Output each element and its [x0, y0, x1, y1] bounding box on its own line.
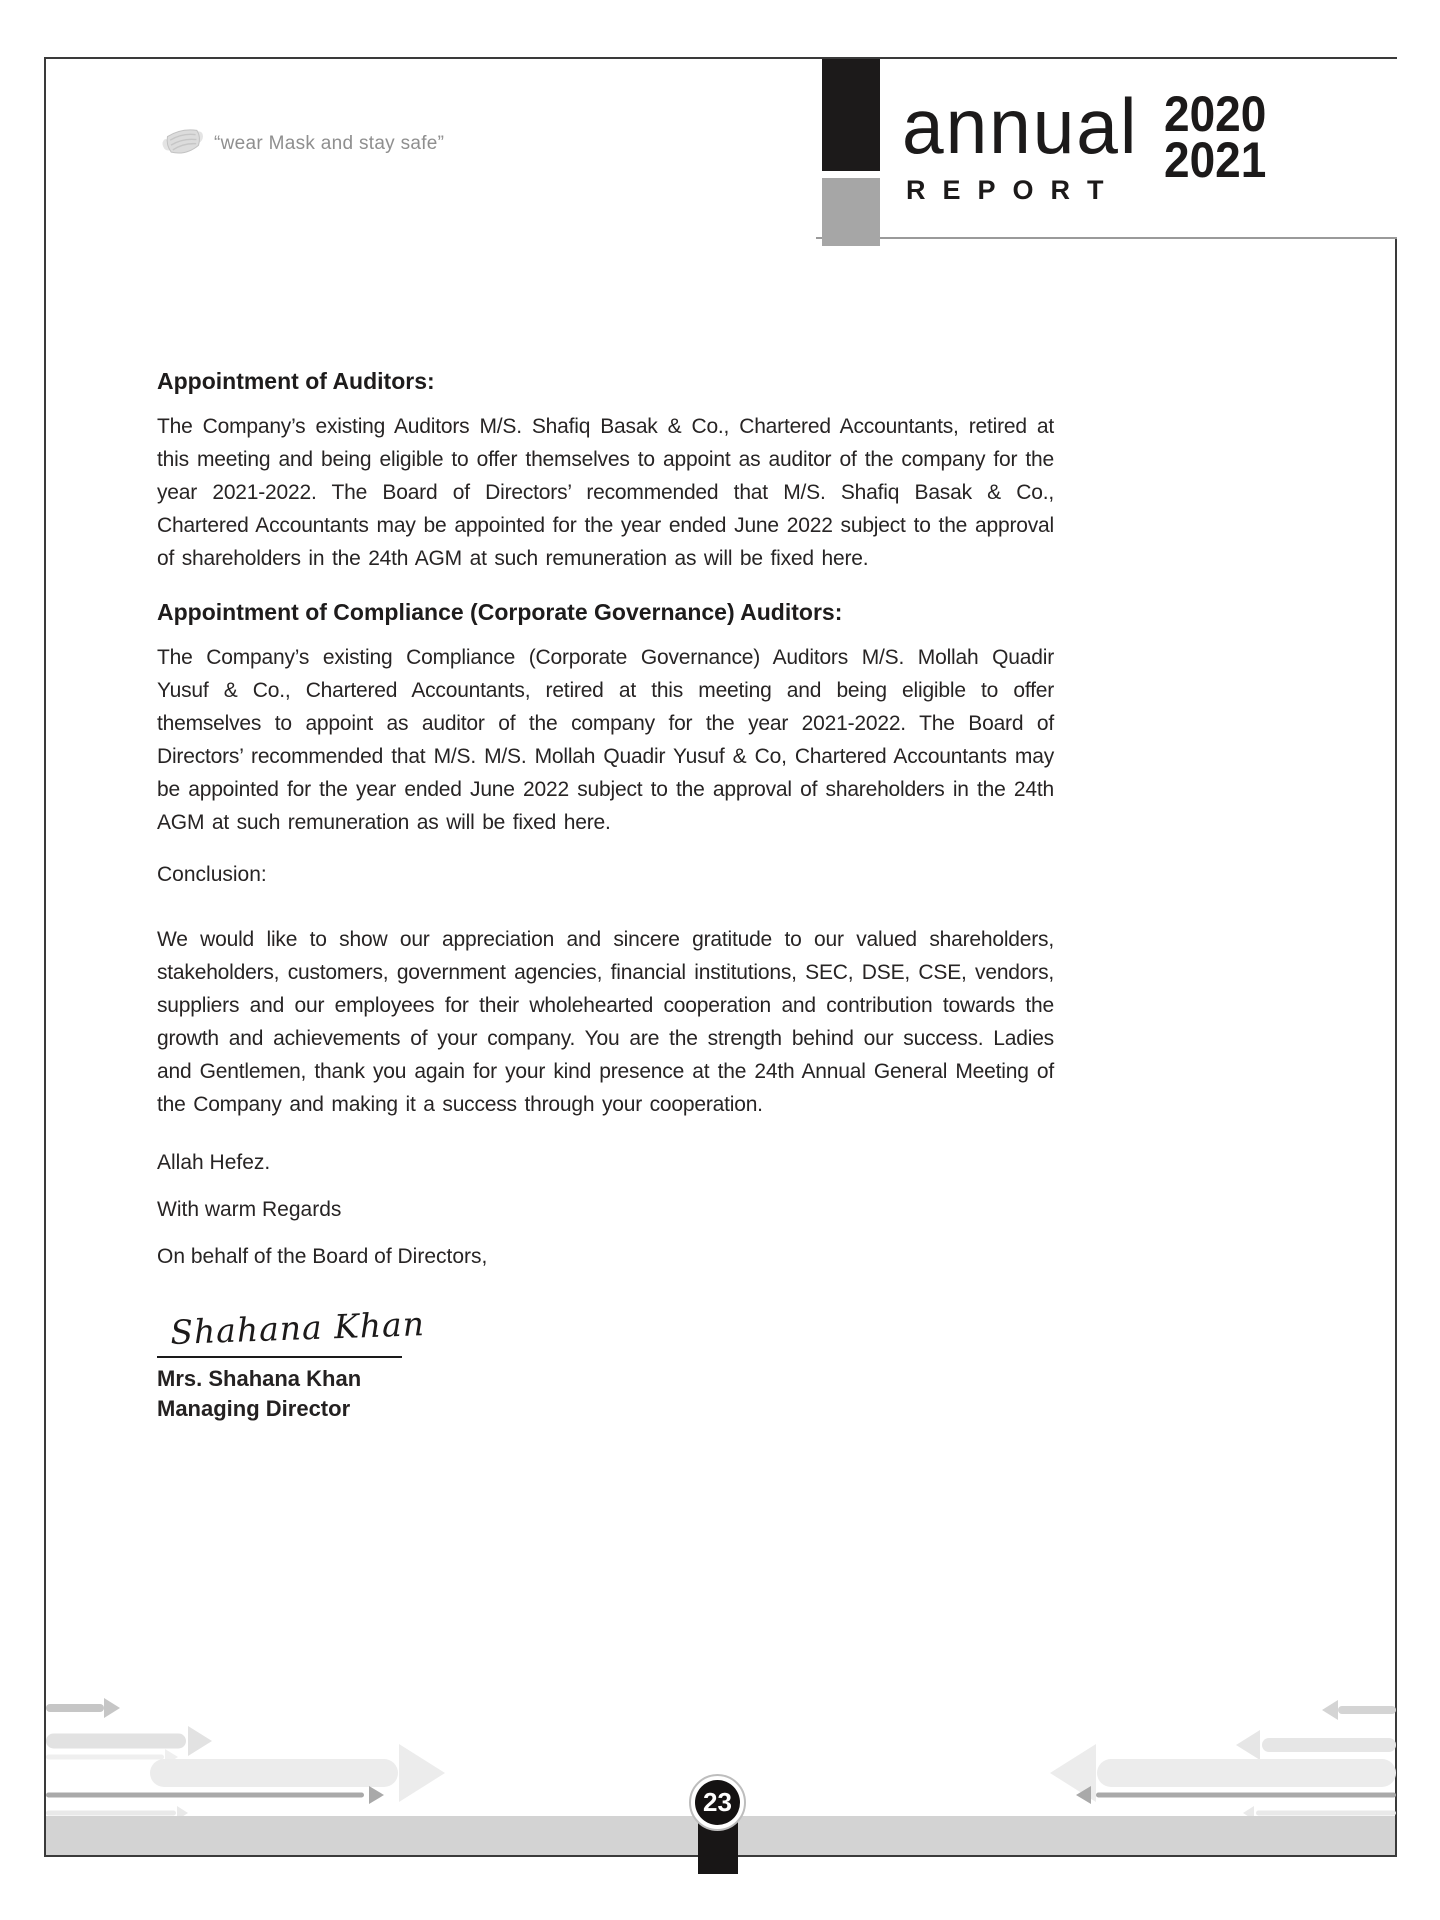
- signature-block: [157, 1304, 1054, 1422]
- logo-word-annual: annual: [902, 82, 1139, 170]
- closing-line-allah-hefez: Allah Hefez.: [157, 1151, 271, 1174]
- face-mask-icon: [157, 120, 209, 167]
- arrow-left-dark-line-icon: [1076, 1786, 1396, 1804]
- signature-rule: [157, 1356, 402, 1358]
- arrow-right-dark-line-icon: [46, 1786, 384, 1804]
- closing-line-on-behalf: On behalf of the Board of Directors,: [157, 1245, 488, 1268]
- logo-years: [1164, 86, 1267, 188]
- logo-black-block: [822, 59, 880, 171]
- mask-note: [160, 124, 444, 164]
- conclusion-paragraph: We would like to show our appreciation and sincere gratitude to our valued shareholders, stakeholders, customers, government agencies, financial institutions, SEC, DSE, CSE, vendors, suppliers and our employees for their wholehearted cooperation and contribution towards the growth and achievements of your company. You are the strength behind our success. Ladies and Gentlemen, thank you again for your kind presence at the 24th Annual General Meeting of the Company and making it a success through your cooperation.: [157, 928, 1054, 1116]
- section-paragraph-compliance-auditors: The Company’s existing Compliance (Corporate Governance) Auditors M/S. Mollah Quadir Yusuf & Co., Chartered Accountants, retired at this meeting and being eligible to offer themselves to appoint as auditor of the company for the year 2021-2022. The Board of Directors’ recommended that M/S. M/S. Mollah Quadir Yusuf & Co, Chartered Accountants may be appointed for the year ended June 2022 subject to the approval of shareholders in the 24th AGM at such remuneration as will be fixed here.: [157, 646, 1054, 834]
- section-paragraph-auditors: The Company’s existing Auditors M/S. Shafiq Basak & Co., Chartered Accountants, retired at this meeting and being eligible to offer themselves to appoint as auditor of the company for the year 2021-2022. The Board of Directors’ recommended that M/S. Shafiq Basak & Co., Chartered Accountants may be appointed for the year ended June 2022 subject to the approval of shareholders in the 24th AGM at such remuneration as will be fixed here.: [157, 415, 1054, 570]
- mask-note-text: “wear Mask and stay safe”: [214, 133, 445, 154]
- logo-year-bottom: 2021: [1164, 132, 1267, 188]
- signatory-name: Mrs. Shahana Khan: [157, 1366, 362, 1391]
- signatory-title: Managing Director: [157, 1396, 351, 1421]
- signature-script: Shahana Khan: [169, 1304, 426, 1352]
- document-body: [157, 368, 1054, 1422]
- logo-year-top: 2020: [1164, 86, 1267, 142]
- arrow-right-small-icon: [46, 1698, 120, 1718]
- arrow-left-small-icon: [1322, 1700, 1396, 1720]
- closing-line-warm-regards: With warm Regards: [157, 1198, 342, 1221]
- page-number-badge: [689, 1774, 746, 1831]
- logo-word-report: REPORT: [906, 175, 1121, 205]
- logo-gray-block: [822, 178, 880, 246]
- section-heading-auditors: Appointment of Auditors:: [157, 368, 435, 394]
- page-number: 23: [695, 1780, 740, 1825]
- annual-report-logo: [816, 59, 1397, 239]
- section-heading-compliance-auditors: Appointment of Compliance (Corporate Governance) Auditors:: [157, 599, 843, 625]
- conclusion-label: Conclusion:: [157, 863, 267, 886]
